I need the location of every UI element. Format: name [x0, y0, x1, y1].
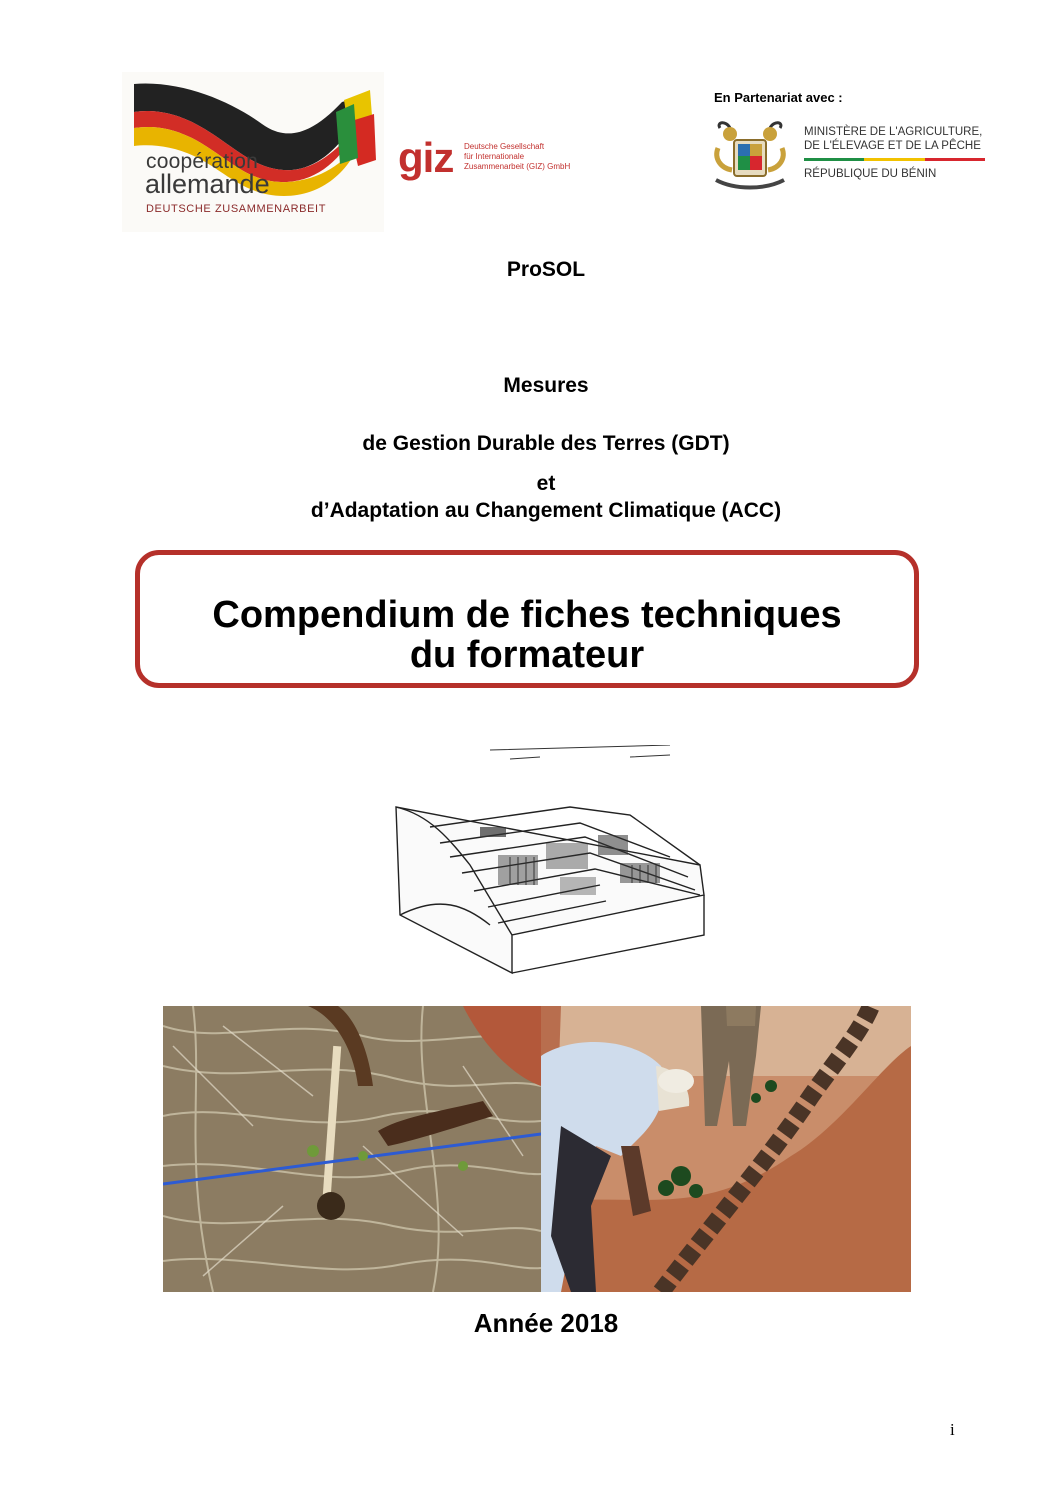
- benin-coat-of-arms-icon: [710, 118, 800, 194]
- benin-ministry-logo: [710, 118, 990, 194]
- page-number: i: [950, 1420, 955, 1439]
- giz-line2: für Internationale: [464, 152, 525, 161]
- program-name: ProSOL: [506, 258, 586, 281]
- mulch-planting-photo: [163, 1006, 541, 1292]
- benin-flag-bar: [804, 158, 985, 161]
- giz-line1: Deutsche Gesellschaft: [464, 142, 545, 151]
- title-line2: du formateur: [409, 634, 645, 676]
- coop-line1: coopération: [146, 150, 258, 173]
- ministry-line1: MINISTÈRE DE L'AGRICULTURE,: [804, 126, 983, 138]
- cooperation-allemande-logo: [122, 72, 384, 232]
- coop-line3: DEUTSCHE ZUSAMMENARBEIT: [146, 203, 327, 215]
- subtitle-line4: d’Adaptation au Changement Climatique (ACC): [310, 499, 782, 522]
- giz-logo: [398, 136, 588, 186]
- giz-line3: Zusammenarbeit (GIZ) GmbH: [464, 162, 571, 171]
- coop-line2: allemande: [145, 169, 270, 199]
- subtitle-line3: et: [536, 472, 556, 495]
- ministry-line3: RÉPUBLIQUE DU BÉNIN: [804, 168, 937, 180]
- terrace-landscape-sketch: [370, 745, 710, 985]
- stone-bund-photo: [541, 1006, 911, 1292]
- ministry-line2: DE L'ÉLEVAGE ET DE LA PÊCHE: [804, 140, 981, 152]
- document-title-box: [135, 550, 919, 688]
- giz-text: [464, 142, 570, 172]
- year-label: Année 2018: [473, 1308, 619, 1338]
- giz-mark: giz: [398, 134, 454, 181]
- title-line1: Compendium de fiches techniques: [212, 594, 842, 636]
- partner-label: En Partenariat avec :: [714, 90, 843, 105]
- subtitle-line1: Mesures: [503, 374, 589, 397]
- subtitle-line2: de Gestion Durable des Terres (GDT): [362, 432, 730, 455]
